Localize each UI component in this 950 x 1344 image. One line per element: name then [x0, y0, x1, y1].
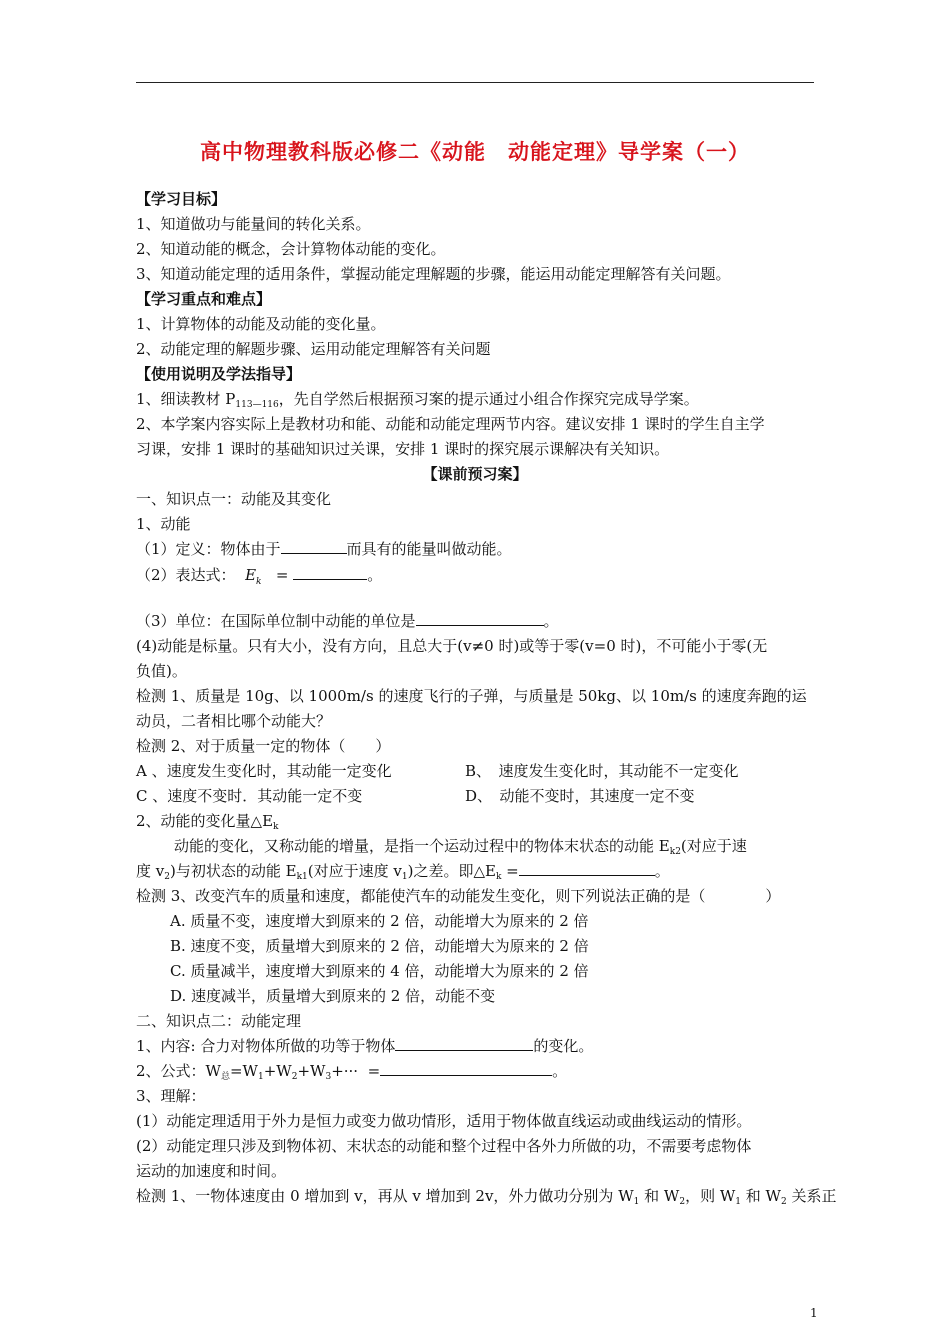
- definition-line: （1）定义：物体由于 而具有的能量叫做动能。: [136, 540, 512, 558]
- guide-2: 2、本学案内容实际上是教材功和能、动能和动能定理两节内容。建议安排 1 课时的学生自主学: [136, 415, 765, 433]
- goal-2: 2、知道动能的概念，会计算物体动能的变化。: [136, 240, 446, 258]
- understanding-1: (1）动能定理适用于外力是恒力或变力做功情形，适用于物体做直线运动或曲线运动的情形。: [136, 1112, 752, 1130]
- test-3-option-d: D. 速度减半，质量增大到原来的 2 倍，动能不变: [170, 987, 496, 1005]
- scalar-line-1: (4)动能是标量。只有大小，没有方向，且总大于(v≠0 时)或等于零(v=0 时)，不可能小于零(无: [136, 637, 768, 655]
- test-2-option-a: A 、速度发生变化时，其动能一定变化: [136, 762, 392, 780]
- guide-3: 习课，安排 1 课时的基础知识过关课，安排 1 课时的探究展示课解决有关知识。: [136, 440, 670, 458]
- definition-blank[interactable]: [281, 539, 347, 554]
- unit-line: （3）单位：在国际单位制中动能的单位是 。: [136, 612, 559, 630]
- section-heading-guide: 【使用说明及学法指导】: [136, 365, 302, 383]
- goal-3: 3、知道动能定理的适用条件，掌握动能定理解题的步骤，能运用动能定理解答有关问题。: [136, 265, 731, 283]
- understanding-heading: 3、理解：: [136, 1087, 206, 1105]
- knowledge-point-1: 一、知识点一：动能及其变化: [136, 490, 332, 508]
- expression-line: （2）表达式： $E_k$ = 。: [136, 566, 383, 587]
- test-3-option-c: C. 质量减半，速度增大到原来的 4 倍，动能增大为原来的 2 倍: [170, 962, 589, 980]
- theorem-content: 1、内容: 合力对物体所做的功等于物体 的变化。: [136, 1037, 594, 1055]
- page-title: 高中物理教科版必修二《动能 动能定理》导学案（一）: [200, 140, 750, 164]
- header-rule: [136, 82, 814, 83]
- theorem-content-blank[interactable]: [395, 1036, 533, 1051]
- test-2-option-d: D、 动能不变时，其速度一定不变: [465, 787, 695, 805]
- test-3-question: 检测 3、改变汽车的质量和速度，都能使汽车的动能发生变化，则下列说法正确的是（ ）: [136, 887, 781, 905]
- test-3-option-a: A. 质量不变，速度增大到原来的 2 倍，动能增大为原来的 2 倍: [170, 912, 589, 930]
- preview-heading: 【课前预习案】: [422, 465, 528, 483]
- knowledge-point-2: 二、知识点二：动能定理: [136, 1012, 302, 1030]
- test-2-question: 检测 2、对于质量一定的物体（ ）: [136, 737, 391, 755]
- test-4-line: 检测 1、一物体速度由 0 增加到 v，再从 v 增加到 2v，外力做功分别为 $W_1$ 和 $W_2$，则 $W_1$ 和 $W_2$ 关系正: [136, 1187, 837, 1207]
- energy-change-line-1: 动能的变化，又称动能的增量，是指一个运动过程中的物体末状态的动能 $E_{k2}$(对应于速: [174, 837, 747, 857]
- focus-1: 1、计算物体的动能及动能的变化量。: [136, 315, 386, 333]
- section-heading-goals: 【学习目标】: [136, 190, 227, 208]
- test-2-option-b: B、 速度发生变化时，其动能不一定变化: [465, 762, 739, 780]
- test-2-option-c: C 、速度不变时．其动能一定不变: [136, 787, 363, 805]
- ek-symbol: $E_k$: [245, 566, 262, 587]
- theorem-formula-blank[interactable]: [380, 1061, 552, 1076]
- focus-2: 2、动能定理的解题步骤、运用动能定理解答有关问题: [136, 340, 491, 358]
- goal-1: 1、知道做功与能量间的转化关系。: [136, 215, 371, 233]
- unit-blank[interactable]: [416, 611, 544, 626]
- expression-blank[interactable]: [293, 565, 367, 580]
- section-heading-focus: 【学习重点和难点】: [136, 290, 272, 308]
- kinetic-energy-heading: 1、动能: [136, 515, 191, 533]
- test-3-option-b: B. 速度不变，质量增大到原来的 2 倍，动能增大为原来的 2 倍: [170, 937, 589, 955]
- test-1-line-1: 检测 1、质量是 10g、以 1000m/s 的速度飞行的子弹，与质量是 50kg、以 10m/s 的速度奔跑的运: [136, 687, 807, 705]
- energy-change-blank[interactable]: [519, 861, 655, 876]
- test-1-line-2: 动员，二者相比哪个动能大？: [136, 712, 332, 730]
- understanding-2-line-2: 运动的加速度和时间。: [136, 1162, 287, 1180]
- understanding-2-line-1: (2）动能定理只涉及到物体初、末状态的动能和整个过程中各外力所做的功，不需要考虑物体: [136, 1137, 752, 1155]
- energy-change-heading: 2、动能的变化量$\triangle E_k$: [136, 812, 279, 832]
- theorem-formula: 2、公式：$W_总=W_1+W_2+W_3+\cdot\cdot\cdot$ = 。: [136, 1062, 568, 1082]
- energy-change-line-2: 度 $v_2$)与初状态的动能 $E_{k1}$(对应于速度 $v_1$)之差。即$\triangle E_k$ = 。: [136, 862, 670, 882]
- scalar-line-2: 负值)。: [136, 662, 187, 680]
- guide-1: 1、细读教材 $P_{113—116}$，先自学然后根据预习案的提示通过小组合作探究完成导学案。: [136, 390, 699, 410]
